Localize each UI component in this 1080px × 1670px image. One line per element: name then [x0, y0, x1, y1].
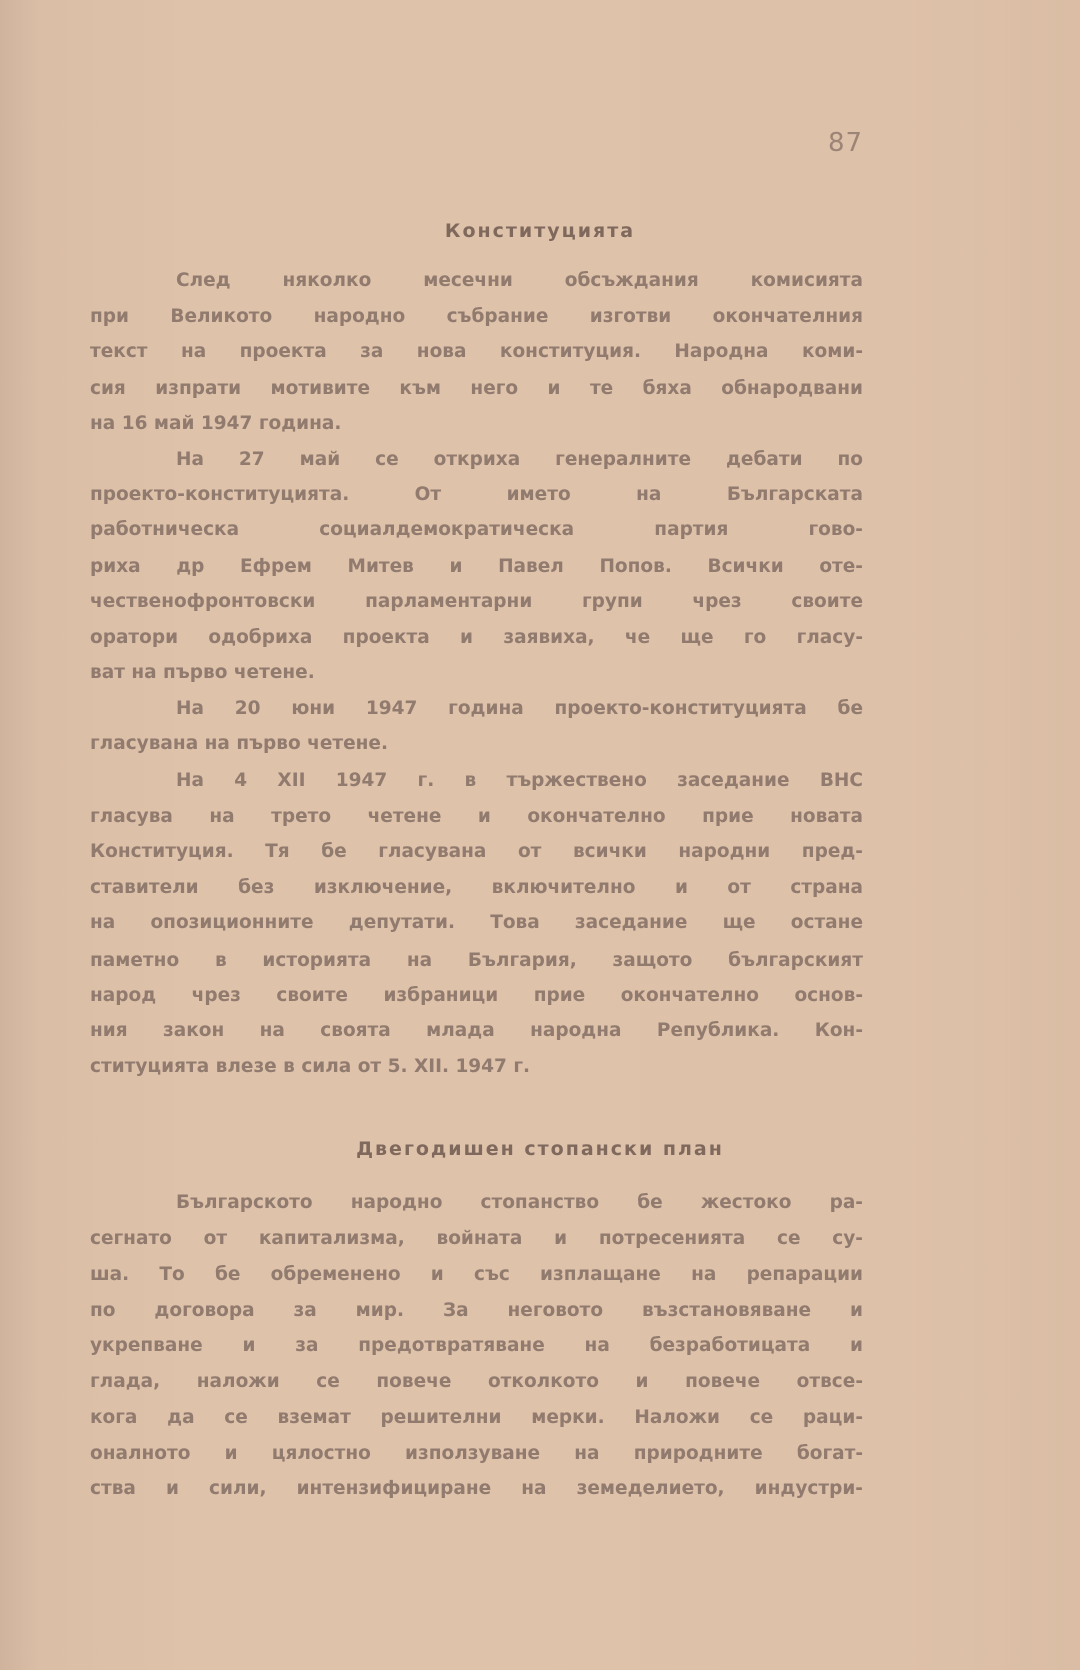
paragraph-line: На 20 юни 1947 година проекто-конституцията бе: [176, 698, 863, 719]
paragraph-line: риха др Ефрем Митев и Павел Попов. Всички оте-: [90, 556, 863, 577]
paragraph-line: гласувана на първо четене.: [90, 733, 388, 754]
paragraph-line: проекто-конституцията. От името на Българската: [90, 484, 863, 505]
paragraph-line: по договора за мир. За неговото възстановяване и: [90, 1300, 863, 1321]
paragraph-line: чественофронтовски парламентарни групи чрез своите: [90, 591, 863, 612]
paragraph-line: оратори одобриха проекта и заявиха, че ще го гласу-: [90, 627, 863, 648]
section-heading: Двегодишен стопански план: [356, 1138, 724, 1160]
paragraph-line: глада, наложи се повече отколкото и повече отвсе-: [90, 1371, 863, 1392]
paragraph-line: сегнато от капитализма, войната и потресенията се су-: [90, 1228, 863, 1249]
paragraph-line: Българското народно стопанство бе жестоко ра-: [176, 1192, 863, 1213]
paragraph-line: ват на първо четене.: [90, 662, 315, 683]
section-heading: Конституцията: [444, 220, 636, 242]
paragraph-line: ша. То бе обременено и със изплащане на репарации: [90, 1264, 863, 1285]
paragraph-line: кога да се вземат решителни мерки. Наложи се раци-: [90, 1407, 863, 1428]
paragraph-line: ституцията влезе в сила от 5. XII. 1947 г.: [90, 1056, 531, 1077]
paragraph-line: текст на проекта за нова конституция. Народна коми-: [90, 341, 863, 362]
paragraph-line: На 27 май се откриха генералните дебати по: [176, 449, 863, 470]
paragraph-line: сия изпрати мотивите към него и те бяха обнародвани: [90, 378, 863, 399]
paragraph-line: След няколко месечни обсъждания комисията: [176, 270, 863, 291]
paragraph-line: ства и сили, интензифициране на земеделието, индустри-: [90, 1478, 863, 1499]
page-number: 87: [828, 128, 864, 158]
paragraph-line: оналното и цялостно използуване на природните богат-: [90, 1443, 863, 1464]
paragraph-line: на опозиционните депутати. Това заседание ще остане: [90, 912, 863, 933]
paragraph-line: работническа социалдемократическа партия гово-: [90, 519, 863, 540]
paragraph-line: при Великото народно събрание изготви окончателния: [90, 306, 863, 327]
paragraph-line: на 16 май 1947 година.: [90, 413, 342, 434]
paragraph-line: На 4 XII 1947 г. в тържествено заседание ВНС: [176, 770, 863, 791]
paragraph-line: народ чрез своите избраници прие окончателно основ-: [90, 985, 863, 1006]
paragraph-line: ставители без изключение, включително и от страна: [90, 877, 863, 898]
paragraph-line: укрепване и за предотвратяване на безработицата и: [90, 1335, 863, 1356]
paragraph-line: Конституция. Тя бе гласувана от всички народни пред-: [90, 841, 863, 862]
paragraph-line: ния закон на своята млада народна Република. Кон-: [90, 1020, 863, 1041]
paragraph-line: паметно в историята на България, защото българският: [90, 950, 863, 971]
paragraph-line: гласува на трето четене и окончателно прие новата: [90, 806, 863, 827]
